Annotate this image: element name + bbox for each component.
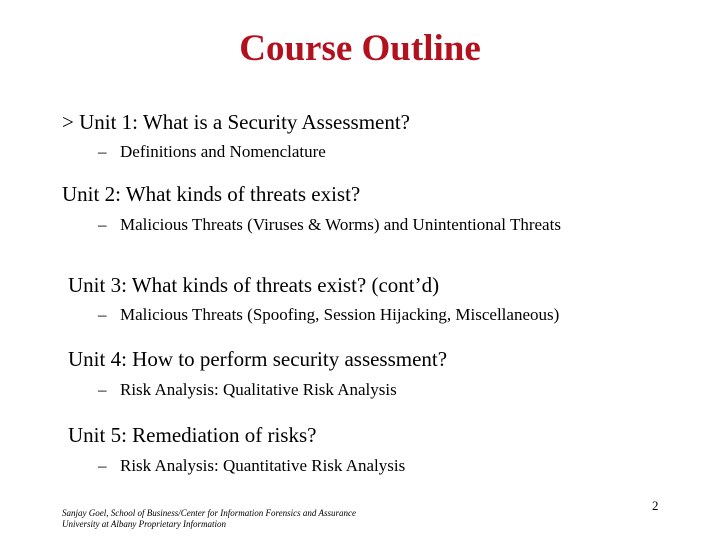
current-unit-marker: > <box>62 110 74 134</box>
unit-5-subtopic <box>98 457 405 474</box>
unit-1 <box>62 112 410 133</box>
unit-4-text: How to perform security assessment? <box>126 347 448 371</box>
unit-3-label: Unit 3: <box>68 273 127 297</box>
unit-1-label: Unit 1: <box>79 110 139 134</box>
bullet-dash: – <box>98 305 107 324</box>
unit-2-label: Unit 2: <box>62 182 121 206</box>
bullet-dash: – <box>98 456 107 475</box>
unit-5 <box>68 425 316 446</box>
bullet-dash: – <box>98 142 107 161</box>
unit-4-subtopic <box>98 381 397 398</box>
unit-2-text: What kinds of threats exist? <box>120 182 361 206</box>
unit-2-subtopic <box>98 216 561 233</box>
footer-proprietary-line: University at Albany Proprietary Information <box>62 519 226 530</box>
unit-5-label: Unit 5: <box>68 423 127 447</box>
unit-2-subtopic-text: Malicious Threats (Viruses & Worms) and Unintentional Threats <box>120 215 561 234</box>
unit-3-subtopic <box>98 306 559 323</box>
bullet-dash: – <box>98 380 107 399</box>
unit-3-text: What kinds of threats exist? (cont’d) <box>126 273 440 297</box>
unit-1-subtopic-text: Definitions and Nomenclature <box>120 142 326 161</box>
unit-1-subtopic <box>98 143 326 160</box>
unit-4-subtopic-text: Risk Analysis: Qualitative Risk Analysis <box>120 380 397 399</box>
slide-footer <box>62 508 356 531</box>
bullet-dash: – <box>98 215 107 234</box>
unit-5-subtopic-text: Risk Analysis: Quantitative Risk Analysis <box>120 456 406 475</box>
unit-3 <box>68 275 439 296</box>
footer-author-line: Sanjay Goel, School of Business/Center for Information Forensics and Assurance <box>62 508 356 518</box>
unit-1-text: What is a Security Assessment? <box>138 110 411 134</box>
unit-2 <box>62 184 360 205</box>
unit-4-label: Unit 4: <box>68 347 127 371</box>
unit-3-subtopic-text: Malicious Threats (Spoofing, Session Hijacking, Miscellaneous) <box>120 305 560 324</box>
unit-5-text: Remediation of risks? <box>126 423 317 447</box>
slide-title: Course Outline <box>239 28 481 69</box>
page-number: 2 <box>652 498 659 513</box>
unit-4 <box>68 349 447 370</box>
